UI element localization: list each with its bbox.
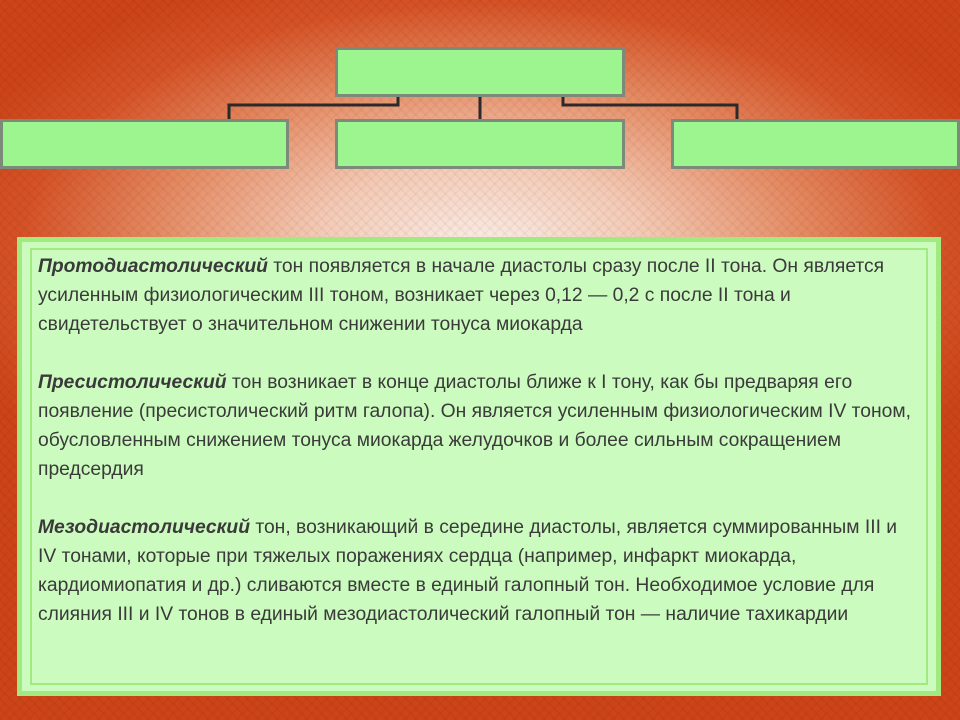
paragraph-mesodiastolic-body: тон, возникающий в середине диастолы, является суммированным III и IV тонами, которые при тяжелых поражениях сердца (например, инфаркт миокарда, кардиомиопатия и др.) сливаются вместе в единый галопный тон. Необходимое условие для слияния III и IV тонов в единый мезодиастолический галопный тон — наличие тахикардии [38, 517, 898, 625]
term-protodiastolic: Протодиастолический [38, 256, 268, 277]
connector-right [563, 97, 737, 119]
term-mesodiastolic: Мезодиастолический [38, 517, 250, 538]
paragraph-protodiastolic [38, 252, 918, 339]
paragraph-presystolic-body: тон возникает в конце диастолы ближе к I тону, как бы предваряя его появление (пресистолический ритм галопа). Он является усиленным физиологическим IV тоном, обусловленным снижением тонуса миокарда желудочков и более сильным сокращением предсердия [38, 372, 911, 480]
text-block [38, 252, 918, 629]
term-presystolic: Пресистолический [38, 372, 227, 393]
paragraph-presystolic [38, 368, 918, 484]
connector-left [229, 97, 398, 119]
paragraph-protodiastolic-body: тон появляется в начале диастолы сразу после II тона. Он является усиленным физиологическим III тоном, возникает через 0,12 — 0,2 с после II тона и свидетельствует о значительном снижении тонуса миокарда [38, 256, 885, 335]
top-box [335, 47, 625, 97]
child-box-left [0, 119, 289, 169]
child-box-right [671, 119, 960, 169]
child-box-center [335, 119, 625, 169]
paragraph-mesodiastolic [38, 513, 918, 629]
